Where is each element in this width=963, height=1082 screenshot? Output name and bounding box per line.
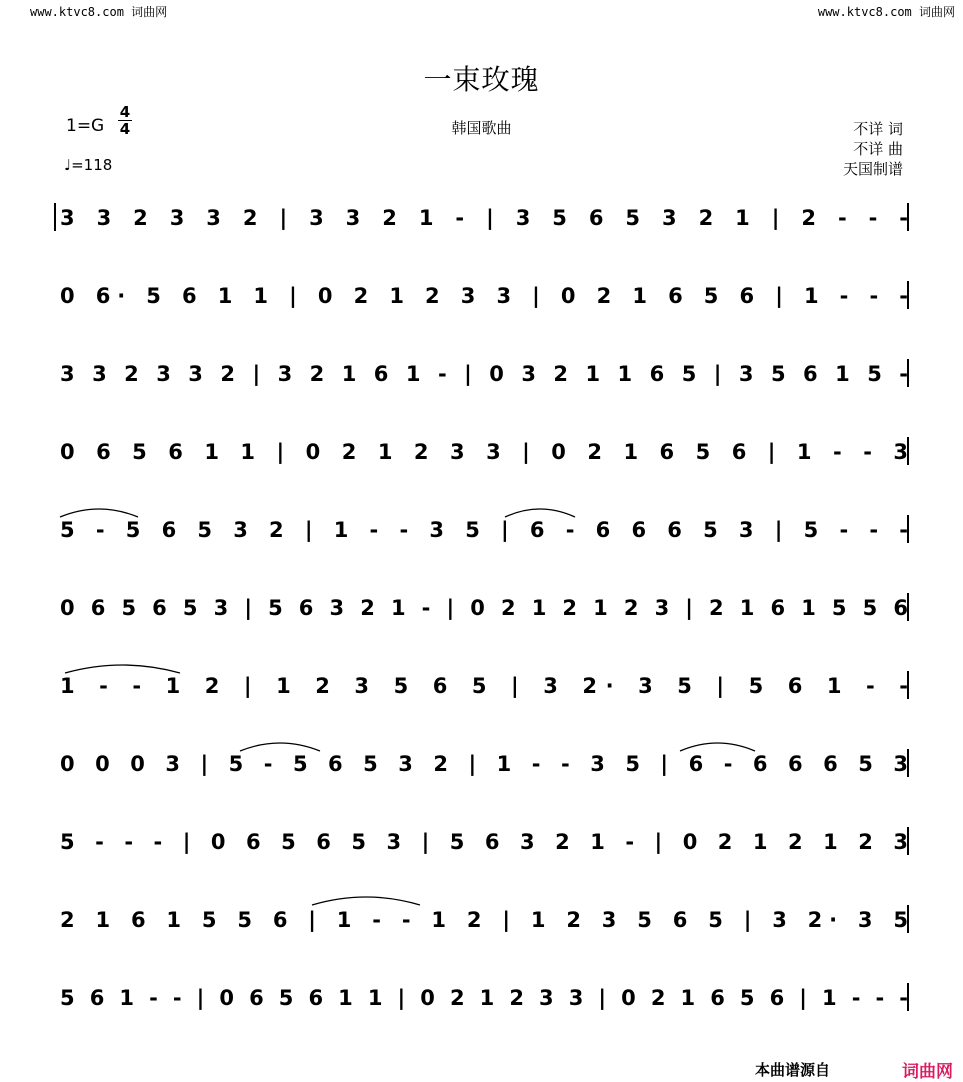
score-row-text: 0 6 5 6 5 3 | 5 6 3 2 1 - | 0 2 1 2 1 2 3 | 2 1 6 1 5 5 6: [60, 596, 908, 620]
score-row: [60, 593, 908, 621]
tie-arc: [680, 743, 755, 751]
time-signature-top: 4: [119, 103, 131, 121]
score-row: [60, 905, 908, 933]
tie-arc: [312, 897, 420, 905]
watermark-left: www.ktvc8.com 词曲网: [30, 5, 168, 19]
song-title: 一束玫瑰: [423, 63, 540, 96]
score-row-text: 0 6 5 6 1 1 | 0 2 1 2 3 3 | 0 2 1 6 5 6 | 1 - - 3: [60, 440, 908, 464]
score-row-text: 5 - 5 6 5 3 2 | 1 - - 3 5 | 6 - 6 6 6 5 3 | 5 - - -: [60, 518, 908, 542]
quarter-note-icon: ♩: [64, 156, 72, 174]
arranger: 天国制谱: [842, 160, 903, 178]
tie-arc: [65, 665, 180, 673]
time-signature-bottom: 4: [119, 120, 131, 138]
footer-source-label: 本曲谱源自: [755, 1061, 831, 1079]
score-row: [60, 515, 908, 543]
score-row-text: 2 1 6 1 5 5 6 | 1 - - 1 2 | 1 2 3 5 6 5 | 3 2· 3 5: [60, 908, 908, 932]
score-row-text: 5 - - - | 0 6 5 6 5 3 | 5 6 3 2 1 - | 0 2 1 2 1 2 3: [60, 830, 909, 854]
tie-arc: [240, 743, 320, 751]
tie-arc: [60, 509, 138, 517]
tie-arc: [505, 509, 575, 517]
score-row-text: 5 6 1 - - | 0 6 5 6 1 1 | 0 2 1 2 3 3 | 0 2 1 6 5 6 | 1 - - -: [60, 986, 908, 1010]
song-subtitle: 韩国歌曲: [451, 119, 512, 137]
key-signature: 1=G: [66, 116, 105, 136]
score-row: [60, 827, 908, 855]
tempo-value: =118: [71, 156, 113, 174]
score-row-text: 1 - - 1 2 | 1 2 3 5 6 5 | 3 2· 3 5 | 5 6 1 - -: [60, 674, 909, 698]
score-row: [60, 203, 908, 231]
score-row: [60, 281, 908, 309]
score-row-text: 3 3 2 3 3 2 | 3 2 1 6 1 - | 0 3 2 1 1 6 5 | 3 5 6 1 5 -: [60, 362, 908, 386]
score-row-text: 0 0 0 3 | 5 - 5 6 5 3 2 | 1 - - 3 5 | 6 - 6 6 6 5 3: [60, 752, 909, 776]
score-row: [60, 437, 908, 465]
score-row: [60, 983, 908, 1011]
footer-logo: 词曲网: [902, 1062, 953, 1082]
score-row-text: 0 6· 5 6 1 1 | 0 2 1 2 3 3 | 0 2 1 6 5 6 | 1 - - -: [60, 284, 908, 308]
score-row: [60, 671, 908, 699]
watermark-right: www.ktvc8.com 词曲网: [817, 5, 955, 19]
lyricist: 不详 词: [853, 120, 903, 138]
score-row: [60, 749, 908, 777]
score-row-text: 3 3 2 3 3 2 | 3 3 2 1 - | 3 5 6 5 3 2 1 | 2 - - -: [60, 206, 908, 230]
score-row: [60, 359, 908, 387]
composer: 不详 曲: [853, 140, 903, 158]
